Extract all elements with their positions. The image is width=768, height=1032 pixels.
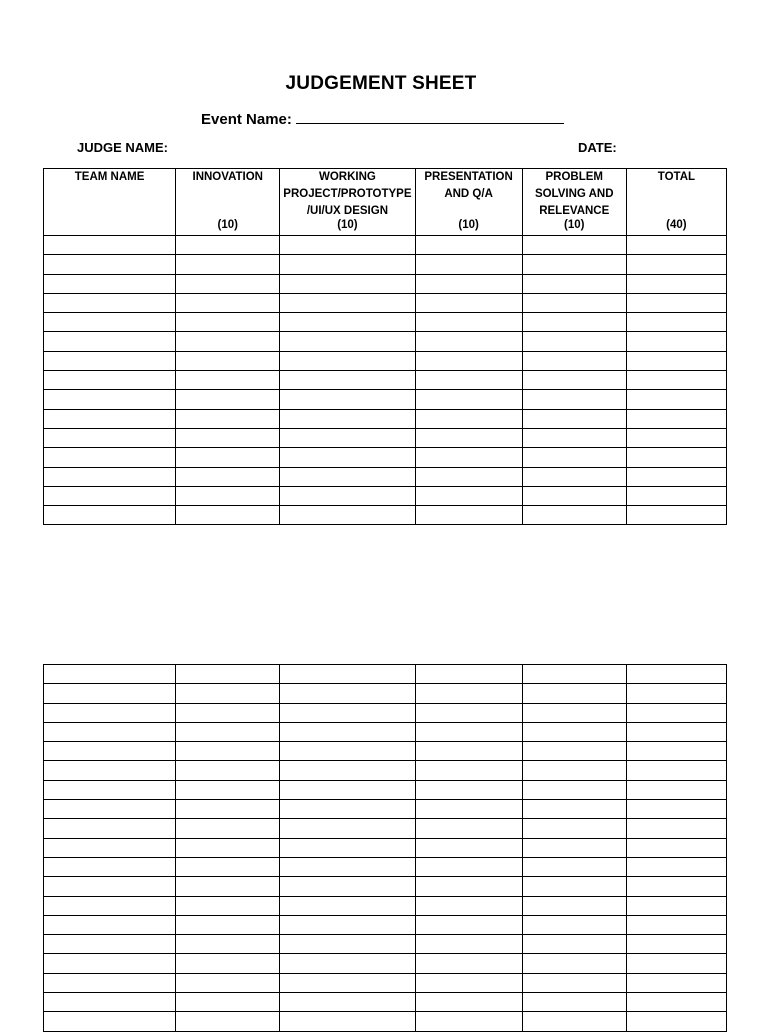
working-project-score-cell[interactable] [280,993,415,1012]
presentation-score-cell[interactable] [415,761,522,780]
total-score-cell[interactable] [626,428,726,447]
table-row [44,993,727,1012]
innovation-score-cell[interactable] [176,838,280,857]
team-name-cell[interactable] [44,896,176,915]
table-row [44,857,727,876]
working-project-score-cell[interactable] [280,742,415,761]
innovation-score-cell[interactable] [176,274,280,293]
team-name-cell[interactable] [44,293,176,312]
total-score-cell[interactable] [626,293,726,312]
innovation-score-cell[interactable] [176,506,280,525]
problem-solving-score-cell[interactable] [522,954,626,973]
problem-solving-score-cell[interactable] [522,486,626,505]
problem-solving-score-cell[interactable] [522,800,626,819]
table-row [44,448,727,467]
presentation-score-cell[interactable] [415,332,522,351]
total-score-cell[interactable] [626,742,726,761]
total-score-cell[interactable] [626,780,726,799]
table-row [44,761,727,780]
team-name-cell[interactable] [44,351,176,370]
presentation-score-cell[interactable] [415,351,522,370]
total-score-cell[interactable] [626,1012,726,1031]
presentation-score-cell[interactable] [415,838,522,857]
total-score-cell[interactable] [626,448,726,467]
problem-solving-score-cell[interactable] [522,722,626,741]
innovation-score-cell[interactable] [176,877,280,896]
column-header-label: PRESENTATION AND Q/A [424,171,513,200]
presentation-score-cell[interactable] [415,993,522,1012]
problem-solving-score-cell[interactable] [522,274,626,293]
team-name-cell[interactable] [44,819,176,838]
innovation-score-cell[interactable] [176,993,280,1012]
innovation-score-cell[interactable] [176,448,280,467]
working-project-score-cell[interactable] [280,684,415,703]
total-score-cell[interactable] [626,819,726,838]
total-score-cell[interactable] [626,722,726,741]
team-name-cell[interactable] [44,703,176,722]
presentation-score-cell[interactable] [415,236,522,255]
total-score-cell[interactable] [626,665,726,684]
problem-solving-score-cell[interactable] [522,255,626,274]
working-project-score-cell[interactable] [280,973,415,992]
working-project-score-cell[interactable] [280,448,415,467]
working-project-score-cell[interactable] [280,819,415,838]
presentation-score-cell[interactable] [415,506,522,525]
problem-solving-score-cell[interactable] [522,236,626,255]
column-header-presentation [415,169,522,236]
table-row [44,915,727,934]
column-header-label: TEAM NAME [74,171,145,183]
problem-solving-score-cell[interactable] [522,1012,626,1031]
innovation-score-cell[interactable] [176,313,280,332]
total-score-cell[interactable] [626,467,726,486]
team-name-cell[interactable] [44,486,176,505]
total-score-cell[interactable] [626,371,726,390]
innovation-score-cell[interactable] [176,293,280,312]
table-header-row [44,169,727,236]
team-name-cell[interactable] [44,332,176,351]
problem-solving-score-cell[interactable] [522,973,626,992]
team-name-cell[interactable] [44,857,176,876]
innovation-score-cell[interactable] [176,761,280,780]
problem-solving-score-cell[interactable] [522,915,626,934]
table-row [44,506,727,525]
innovation-score-cell[interactable] [176,857,280,876]
working-project-score-cell[interactable] [280,780,415,799]
presentation-score-cell[interactable] [415,703,522,722]
presentation-score-cell[interactable] [415,800,522,819]
problem-solving-score-cell[interactable] [522,780,626,799]
working-project-score-cell[interactable] [280,935,415,954]
score-table-top [43,168,727,525]
problem-solving-score-cell[interactable] [522,993,626,1012]
problem-solving-score-cell[interactable] [522,857,626,876]
innovation-score-cell[interactable] [176,935,280,954]
working-project-score-cell[interactable] [280,915,415,934]
table-row [44,236,727,255]
problem-solving-score-cell[interactable] [522,332,626,351]
innovation-score-cell[interactable] [176,973,280,992]
presentation-score-cell[interactable] [415,448,522,467]
innovation-score-cell[interactable] [176,371,280,390]
table-row [44,409,727,428]
problem-solving-score-cell[interactable] [522,877,626,896]
problem-solving-score-cell[interactable] [522,665,626,684]
column-header-label: INNOVATION [192,171,263,183]
innovation-score-cell[interactable] [176,684,280,703]
team-name-cell[interactable] [44,665,176,684]
innovation-score-cell[interactable] [176,467,280,486]
total-score-cell[interactable] [626,993,726,1012]
event-name-blank [296,109,564,124]
total-score-cell[interactable] [626,896,726,915]
team-name-cell[interactable] [44,1012,176,1031]
total-score-cell[interactable] [626,954,726,973]
problem-solving-score-cell[interactable] [522,390,626,409]
working-project-score-cell[interactable] [280,703,415,722]
working-project-score-cell[interactable] [280,1012,415,1031]
problem-solving-score-cell[interactable] [522,409,626,428]
innovation-score-cell[interactable] [176,255,280,274]
working-project-score-cell[interactable] [280,428,415,447]
presentation-score-cell[interactable] [415,390,522,409]
page-title: JUDGEMENT SHEET [285,73,477,94]
team-name-cell[interactable] [44,722,176,741]
working-project-score-cell[interactable] [280,409,415,428]
problem-solving-score-cell[interactable] [522,819,626,838]
problem-solving-score-cell[interactable] [522,313,626,332]
working-project-score-cell[interactable] [280,390,415,409]
event-name-label: Event Name: [201,111,292,128]
problem-solving-score-cell[interactable] [522,448,626,467]
problem-solving-score-cell[interactable] [522,506,626,525]
problem-solving-score-cell[interactable] [522,896,626,915]
table-row [44,428,727,447]
team-name-cell[interactable] [44,236,176,255]
judge-name-label: JUDGE NAME: [77,140,169,155]
total-score-cell[interactable] [626,506,726,525]
presentation-score-cell[interactable] [415,877,522,896]
working-project-score-cell[interactable] [280,896,415,915]
table-row [44,935,727,954]
problem-solving-score-cell[interactable] [522,351,626,370]
column-header-working-project [280,169,415,236]
event-name-line [201,109,564,128]
innovation-score-cell[interactable] [176,486,280,505]
team-name-cell[interactable] [44,274,176,293]
table-row [44,722,727,741]
problem-solving-score-cell[interactable] [522,467,626,486]
total-score-cell[interactable] [626,800,726,819]
innovation-score-cell[interactable] [176,780,280,799]
presentation-score-cell[interactable] [415,665,522,684]
problem-solving-score-cell[interactable] [522,428,626,447]
team-name-cell[interactable] [44,371,176,390]
team-name-cell[interactable] [44,993,176,1012]
working-project-score-cell[interactable] [280,351,415,370]
problem-solving-score-cell[interactable] [522,684,626,703]
team-name-cell[interactable] [44,838,176,857]
innovation-score-cell[interactable] [176,409,280,428]
team-name-cell[interactable] [44,742,176,761]
table-row [44,293,727,312]
table-row [44,665,727,684]
team-name-cell[interactable] [44,915,176,934]
table-row [44,780,727,799]
table-row [44,896,727,915]
column-max-score: (10) [458,219,479,231]
problem-solving-score-cell[interactable] [522,742,626,761]
total-score-cell[interactable] [626,761,726,780]
team-name-cell[interactable] [44,935,176,954]
team-name-cell[interactable] [44,954,176,973]
column-header-label: TOTAL [657,171,696,183]
presentation-score-cell[interactable] [415,935,522,954]
table-row [44,800,727,819]
working-project-score-cell[interactable] [280,486,415,505]
problem-solving-score-cell[interactable] [522,371,626,390]
working-project-score-cell[interactable] [280,274,415,293]
presentation-score-cell[interactable] [415,313,522,332]
problem-solving-score-cell[interactable] [522,935,626,954]
table-row [44,390,727,409]
problem-solving-score-cell[interactable] [522,703,626,722]
presentation-score-cell[interactable] [415,857,522,876]
team-name-cell[interactable] [44,780,176,799]
team-name-cell[interactable] [44,467,176,486]
working-project-score-cell[interactable] [280,800,415,819]
innovation-score-cell[interactable] [176,819,280,838]
innovation-score-cell[interactable] [176,915,280,934]
problem-solving-score-cell[interactable] [522,761,626,780]
innovation-score-cell[interactable] [176,742,280,761]
working-project-score-cell[interactable] [280,236,415,255]
total-score-cell[interactable] [626,409,726,428]
team-name-cell[interactable] [44,761,176,780]
innovation-score-cell[interactable] [176,800,280,819]
team-name-cell[interactable] [44,684,176,703]
score-table-bottom-body [44,665,727,1032]
total-score-cell[interactable] [626,486,726,505]
working-project-score-cell[interactable] [280,761,415,780]
working-project-score-cell[interactable] [280,954,415,973]
total-score-cell[interactable] [626,313,726,332]
total-score-cell[interactable] [626,236,726,255]
working-project-score-cell[interactable] [280,665,415,684]
team-name-cell[interactable] [44,448,176,467]
team-name-cell[interactable] [44,506,176,525]
total-score-cell[interactable] [626,255,726,274]
table-row [44,1012,727,1031]
innovation-score-cell[interactable] [176,703,280,722]
innovation-score-cell[interactable] [176,722,280,741]
working-project-score-cell[interactable] [280,838,415,857]
total-score-cell[interactable] [626,703,726,722]
column-max-score: (10) [337,219,358,231]
working-project-score-cell[interactable] [280,467,415,486]
presentation-score-cell[interactable] [415,819,522,838]
total-score-cell[interactable] [626,838,726,857]
team-name-cell[interactable] [44,390,176,409]
table-row [44,467,727,486]
table-row [44,838,727,857]
column-header-team-name [44,169,176,236]
column-header-label: PROBLEM SOLVING AND RELEVANCE [534,171,614,217]
presentation-score-cell[interactable] [415,428,522,447]
total-score-cell[interactable] [626,877,726,896]
column-max-score: (10) [564,219,585,231]
working-project-score-cell[interactable] [280,877,415,896]
table-row [44,703,727,722]
team-name-cell[interactable] [44,973,176,992]
innovation-score-cell[interactable] [176,236,280,255]
column-max-score: (10) [217,219,238,231]
working-project-score-cell[interactable] [280,506,415,525]
presentation-score-cell[interactable] [415,486,522,505]
team-name-cell[interactable] [44,428,176,447]
problem-solving-score-cell[interactable] [522,293,626,312]
working-project-score-cell[interactable] [280,857,415,876]
presentation-score-cell[interactable] [415,371,522,390]
presentation-score-cell[interactable] [415,722,522,741]
column-header-problem-solving [522,169,626,236]
team-name-cell[interactable] [44,313,176,332]
table-row [44,877,727,896]
presentation-score-cell[interactable] [415,780,522,799]
innovation-score-cell[interactable] [176,351,280,370]
total-score-cell[interactable] [626,390,726,409]
innovation-score-cell[interactable] [176,390,280,409]
column-header-innovation [176,169,280,236]
table-row [44,332,727,351]
presentation-score-cell[interactable] [415,293,522,312]
score-table-top-body [44,236,727,525]
working-project-score-cell[interactable] [280,722,415,741]
total-score-cell[interactable] [626,973,726,992]
total-score-cell[interactable] [626,684,726,703]
presentation-score-cell[interactable] [415,973,522,992]
date-label: DATE: [578,140,617,155]
table-row [44,274,727,293]
presentation-score-cell[interactable] [415,274,522,293]
score-table-bottom [43,664,727,1032]
presentation-score-cell[interactable] [415,467,522,486]
working-project-score-cell[interactable] [280,255,415,274]
table-row [44,351,727,370]
presentation-score-cell[interactable] [415,1012,522,1031]
presentation-score-cell[interactable] [415,896,522,915]
table-row [44,973,727,992]
innovation-score-cell[interactable] [176,1012,280,1031]
presentation-score-cell[interactable] [415,409,522,428]
innovation-score-cell[interactable] [176,428,280,447]
table-row [44,371,727,390]
team-name-cell[interactable] [44,255,176,274]
total-score-cell[interactable] [626,935,726,954]
problem-solving-score-cell[interactable] [522,838,626,857]
table-row [44,684,727,703]
innovation-score-cell[interactable] [176,954,280,973]
table-row [44,819,727,838]
total-score-cell[interactable] [626,351,726,370]
presentation-score-cell[interactable] [415,742,522,761]
innovation-score-cell[interactable] [176,332,280,351]
presentation-score-cell[interactable] [415,684,522,703]
working-project-score-cell[interactable] [280,371,415,390]
total-score-cell[interactable] [626,857,726,876]
team-name-cell[interactable] [44,800,176,819]
column-max-score: (40) [666,219,687,231]
presentation-score-cell[interactable] [415,255,522,274]
working-project-score-cell[interactable] [280,293,415,312]
column-header-total [626,169,726,236]
table-row [44,742,727,761]
innovation-score-cell[interactable] [176,665,280,684]
total-score-cell[interactable] [626,274,726,293]
team-name-cell[interactable] [44,409,176,428]
presentation-score-cell[interactable] [415,954,522,973]
presentation-score-cell[interactable] [415,915,522,934]
table-row [44,486,727,505]
team-name-cell[interactable] [44,877,176,896]
total-score-cell[interactable] [626,332,726,351]
working-project-score-cell[interactable] [280,313,415,332]
innovation-score-cell[interactable] [176,896,280,915]
working-project-score-cell[interactable] [280,332,415,351]
table-row [44,313,727,332]
table-row [44,255,727,274]
column-header-label: WORKING PROJECT/PROTOTYPE /UI/UX DESIGN [283,171,412,217]
total-score-cell[interactable] [626,915,726,934]
table-row [44,954,727,973]
